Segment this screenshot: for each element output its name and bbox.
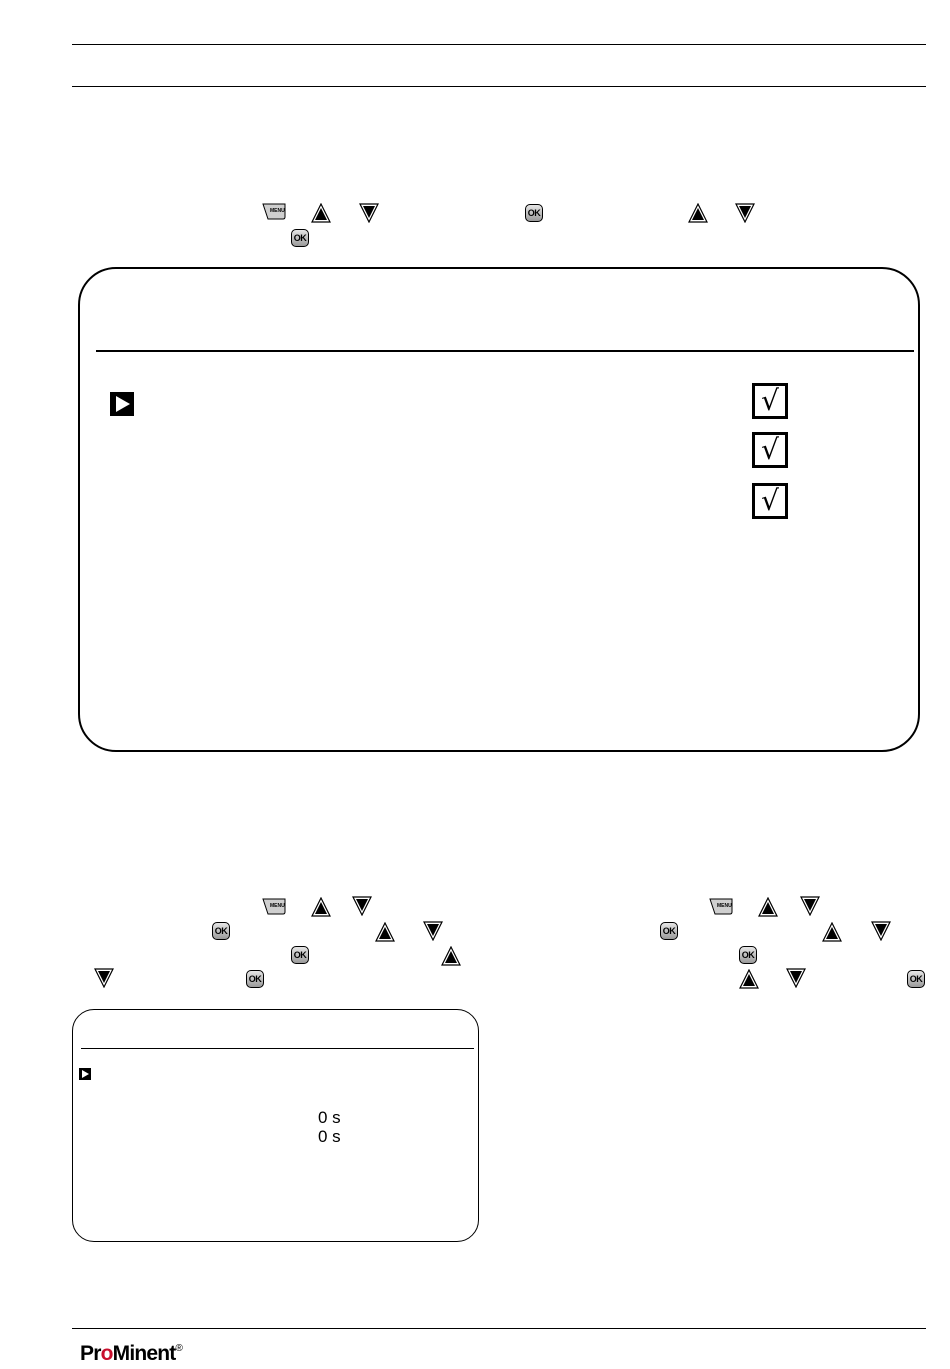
display-divider bbox=[81, 1048, 474, 1049]
ok-key-icon: OK bbox=[525, 204, 543, 222]
display-divider bbox=[96, 350, 914, 352]
ok-key-icon: OK bbox=[907, 970, 925, 988]
logo-part: Pr bbox=[80, 1342, 101, 1365]
prominent-logo bbox=[80, 1342, 183, 1366]
menu-key-icon bbox=[262, 897, 286, 915]
arrow-up-key-icon bbox=[758, 897, 778, 917]
checkmark-icon: √ bbox=[761, 384, 779, 417]
arrow-down-key-icon bbox=[352, 896, 372, 916]
display-screen-large bbox=[78, 267, 920, 752]
arrow-down-key-icon bbox=[735, 203, 755, 223]
menu-key-label: MENU bbox=[270, 208, 285, 214]
arrow-up-key-icon bbox=[739, 969, 759, 989]
ok-key-icon: OK bbox=[660, 922, 678, 940]
cursor-triangle-icon bbox=[79, 1068, 91, 1080]
arrow-up-key-icon bbox=[441, 946, 461, 966]
checkbox-checked[interactable] bbox=[752, 383, 788, 419]
logo-part-o: o bbox=[100, 1342, 113, 1365]
checkbox-checked[interactable] bbox=[752, 483, 788, 519]
logo-part: Minent bbox=[112, 1342, 176, 1365]
ok-key-icon: OK bbox=[291, 946, 309, 964]
registered-mark: ® bbox=[175, 1343, 183, 1354]
display-screen-small bbox=[72, 1009, 479, 1242]
menu-key-icon bbox=[709, 897, 733, 915]
arrow-down-key-icon bbox=[800, 896, 820, 916]
menu-key-icon bbox=[262, 202, 286, 220]
footer-rule bbox=[72, 1328, 926, 1329]
header-bottom-rule bbox=[72, 86, 926, 87]
menu-key-label: MENU bbox=[270, 903, 285, 909]
ok-key-icon: OK bbox=[246, 970, 264, 988]
arrow-up-key-icon bbox=[311, 203, 331, 223]
ok-key-icon: OK bbox=[739, 946, 757, 964]
menu-key-label: MENU bbox=[717, 903, 732, 909]
arrow-down-key-icon bbox=[94, 968, 114, 988]
display-value-2: 0 s bbox=[318, 1127, 341, 1146]
checkmark-icon: √ bbox=[761, 433, 779, 466]
ok-key-icon: OK bbox=[212, 922, 230, 940]
arrow-down-key-icon bbox=[871, 921, 891, 941]
display-value-1: 0 s bbox=[318, 1108, 341, 1127]
header-top-rule bbox=[72, 44, 926, 45]
arrow-up-key-icon bbox=[311, 897, 331, 917]
arrow-down-key-icon bbox=[359, 203, 379, 223]
cursor-triangle-icon bbox=[110, 392, 134, 416]
ok-key-icon: OK bbox=[291, 229, 309, 247]
checkmark-icon: √ bbox=[761, 484, 779, 517]
arrow-up-key-icon bbox=[375, 922, 395, 942]
arrow-down-key-icon bbox=[423, 921, 443, 941]
checkbox-checked[interactable] bbox=[752, 432, 788, 468]
arrow-up-key-icon bbox=[688, 203, 708, 223]
arrow-down-key-icon bbox=[786, 968, 806, 988]
arrow-up-key-icon bbox=[822, 922, 842, 942]
